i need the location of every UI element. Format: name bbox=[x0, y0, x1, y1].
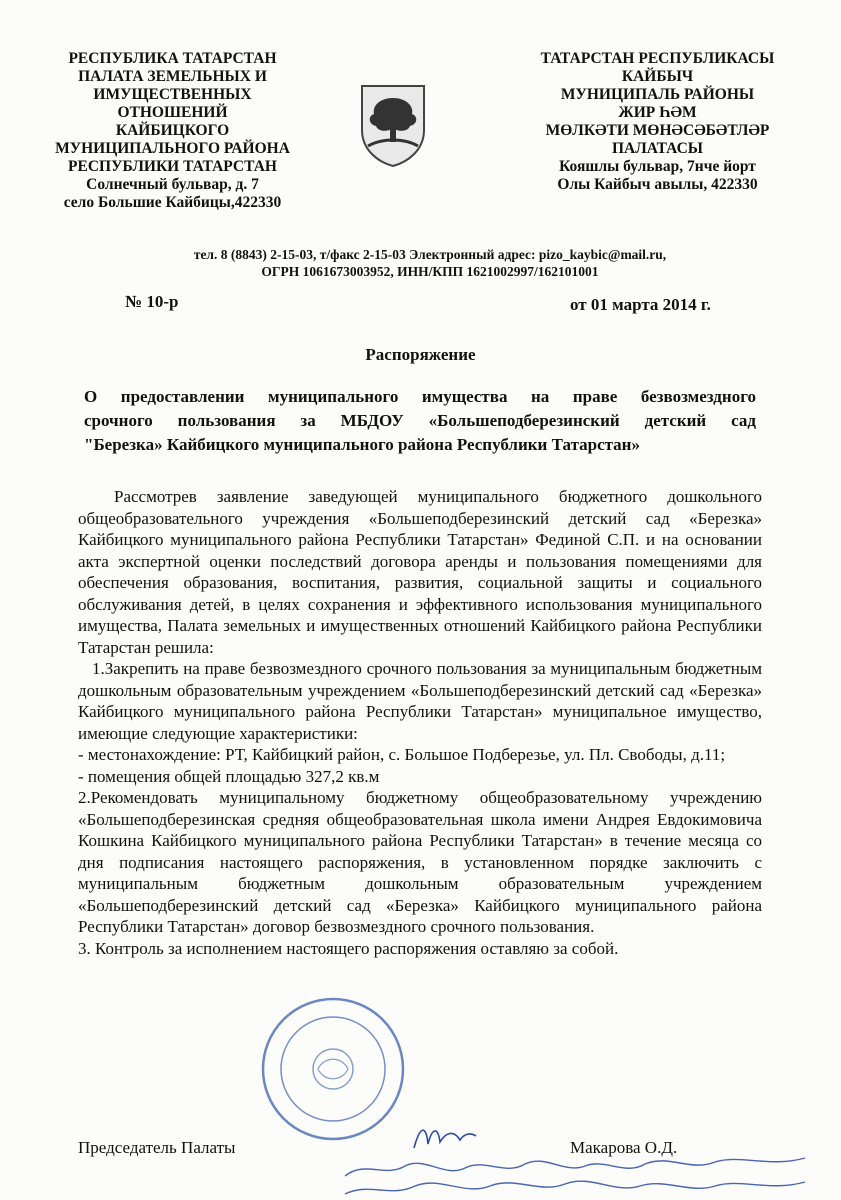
header-left-line: ОТНОШЕНИЙ bbox=[117, 104, 228, 121]
document-date: от 01 марта 2014 г. bbox=[570, 295, 711, 314]
header-right-line: МУНИЦИПАЛЬ РАЙОНЫ bbox=[560, 86, 755, 103]
document-number: № 10-р bbox=[125, 292, 179, 311]
coat-of-arms-emblem bbox=[358, 84, 428, 168]
document-subject bbox=[84, 385, 756, 457]
body-item-1: 1.Закрепить на праве безвозмездного срочного пользования за муниципальным бюджетным дошкольным образовательным учреждением «Большеподберезинский детский сад «Березка» Кайбицкого муниципального района Республики Татарстан» муниципальное имущество, имеющие следующие характеристики: bbox=[78, 659, 762, 743]
subject-line: срочного пользования за МБДОУ «Большеподберезинский детский сад bbox=[84, 411, 756, 430]
document-title: Распоряжение bbox=[365, 345, 476, 364]
body-item-1-location: - местонахождение: РТ, Кайбицкий район, с. Большое Подберезье, ул. Пл. Свободы, д.11; bbox=[78, 745, 726, 764]
header-left-line: РЕСПУБЛИКА ТАТАРСТАН bbox=[68, 50, 277, 67]
header-right-line: МӨЛКӘТИ МӨНӘСӘБӘТЛӘР bbox=[545, 122, 770, 139]
header-left-line: РЕСПУБЛИКИ ТАТАРСТАН bbox=[68, 158, 277, 175]
header-right-line: КАЙБЫЧ bbox=[621, 68, 694, 85]
header-right-line: ПАЛАТАСЫ bbox=[611, 140, 704, 157]
header-right-line: ЖИР ҺӘМ bbox=[618, 104, 697, 121]
handwritten-copy-note bbox=[340, 1148, 810, 1200]
signatory-name: Макарова О.Д. bbox=[570, 1138, 678, 1157]
body-item-1-area: - помещения общей площадью 327,2 кв.м bbox=[78, 766, 380, 786]
header-left-block bbox=[40, 50, 305, 212]
subject-line: "Березка» Кайбицкого муниципального района Республики Татарстан» bbox=[84, 435, 640, 454]
contacts-line: ОГРН 1061673003952, ИНН/КПП 1621002997/162101001 bbox=[261, 264, 599, 279]
header-left-line: ПАЛАТА ЗЕМЕЛЬНЫХ И bbox=[78, 68, 267, 85]
contacts-line: тел. 8 (8843) 2-15-03, т/факс 2-15-03 Электронный адрес: pizo_kaybic@mail.ru, bbox=[193, 247, 667, 262]
header-right-line: ТАТАРСТАН РЕСПУБЛИКАСЫ bbox=[540, 50, 775, 67]
header-left-line: МУНИЦИПАЛЬНОГО РАЙОНА bbox=[55, 140, 290, 157]
header-right-address: Олы Кайбыч авылы, 422330 bbox=[557, 176, 758, 193]
subject-line: О предоставлении муниципального имущества на праве безвозмездного bbox=[84, 387, 756, 406]
signatory-position: Председатель Палаты bbox=[78, 1138, 236, 1157]
body-intro-paragraph: Рассмотрев заявление заведующей муниципального бюджетного дошкольного общеобразовательного учреждения «Большеподберезинский детский сад «Березка» Кайбицкого муниципального района Республики Татарстан» Фединой С.П. и на основании акта экспертной оценки последствий договора аренды и пользования помещениями для обеспечения образования, воспитания, развития, социальной защиты и социального обслуживания детей, в целях сохранения и эффективного использования муниципального имущества, Палата земельных и имущественных отношений Кайбицкого района Республики Татарстан решила: bbox=[78, 487, 762, 657]
document-body bbox=[78, 486, 762, 959]
body-item-2: 2.Рекомендовать муниципальному бюджетному общеобразовательному учреждению «Большеподберезинская средняя общеобразовательная школа имени Андрея Евдокимовича Кошкина Кайбицкого муниципального района Республики Татарстан» в течение месяца со дня подписания настоящего распоряжения, в установленном порядке заключить с муниципальным бюджетным дошкольным образовательным учреждением «Большеподберезинский детский сад «Березка» Кайбицкого муниципального района Республики Татарстан» договор безвозмездного срочного пользования. bbox=[78, 788, 762, 936]
header-right-address: Кояшлы бульвар, 7нче йорт bbox=[559, 158, 756, 175]
official-stamp bbox=[258, 994, 408, 1144]
header-left-address: село Большие Кайбицы,422330 bbox=[63, 194, 282, 211]
header-left-line: ИМУЩЕСТВЕННЫХ bbox=[93, 86, 252, 103]
header-right-block bbox=[530, 50, 785, 194]
header-left-line: КАЙБИЦКОГО bbox=[115, 122, 230, 139]
body-item-3: 3. Контроль за исполнением настоящего распоряжения оставляю за собой. bbox=[78, 938, 619, 958]
header-left-address: Солнечный бульвар, д. 7 bbox=[86, 176, 259, 193]
contacts-block bbox=[150, 246, 710, 280]
